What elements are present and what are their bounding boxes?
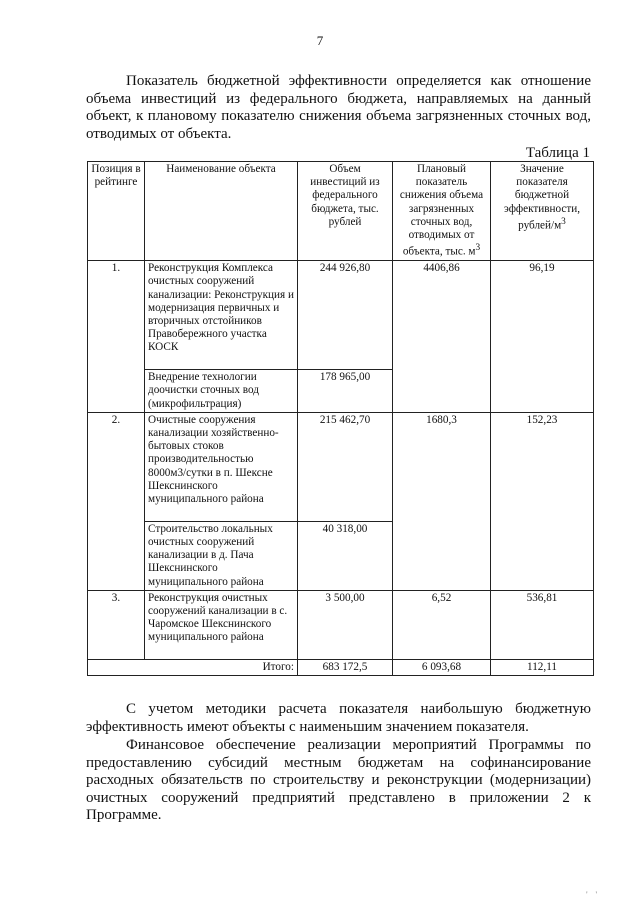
row-position: 3.	[88, 590, 145, 659]
table-header-row	[88, 162, 594, 261]
row-efficiency: 96,19	[491, 261, 594, 413]
row-name: Внедрение технологии доочистки сточных вод (микрофильтрация)	[145, 370, 298, 413]
row-name: Строительство локальных очистных сооружений канализации в д. Пача Шекснинского муниципального района	[145, 521, 298, 590]
row-investment: 178 965,00	[298, 370, 393, 413]
row-reduction: 4406,86	[393, 261, 491, 413]
efficiency-table	[87, 161, 594, 676]
row-position: 1.	[88, 261, 145, 413]
header-name: Наименование объекта	[145, 162, 298, 261]
header-reduction-text: Плановый показатель снижения объема загрязненных сточных вод, отводимых от объекта, тыс. м	[399, 163, 484, 258]
scan-mark: ' '	[586, 890, 600, 899]
header-position: Позиция в рейтинге	[88, 162, 145, 261]
conclusion-paragraph: С учетом методики расчета показателя наибольшую бюджетную эффективность имеют объекты с наименьшим значением показателя.	[86, 701, 591, 735]
row-reduction: 1680,3	[393, 412, 491, 590]
table-caption: Таблица 1	[525, 145, 590, 161]
row-name: Очистные сооружения канализации хозяйственно-бытовых стоков производительностью 8000м3/сутки в п. Шексне Шекснинского муниципального района	[145, 412, 298, 521]
row-efficiency: 536,81	[491, 590, 594, 659]
total-efficiency: 112,11	[491, 659, 594, 675]
header-investment: Объем инвестиций из федерального бюджета, тыс. рублей	[298, 162, 393, 261]
header-efficiency	[491, 162, 594, 261]
page-number: 7	[316, 33, 324, 48]
row-reduction: 6,52	[393, 590, 491, 659]
table-row	[88, 261, 594, 370]
header-efficiency-sup: 3	[561, 216, 566, 227]
table-row	[88, 590, 594, 659]
header-efficiency-text: Значение показателя бюджетной эффективности, рублей/м	[503, 163, 581, 232]
table-row	[88, 412, 594, 521]
row-investment: 40 318,00	[298, 521, 393, 590]
total-investment: 683 172,5	[298, 659, 393, 675]
row-investment: 215 462,70	[298, 412, 393, 521]
row-investment: 244 926,80	[298, 261, 393, 370]
header-reduction-sup: 3	[475, 243, 481, 254]
row-efficiency: 152,23	[491, 412, 594, 590]
row-name: Реконструкция очистных сооружений канализации в с. Чаромское Шекснинского муниципального района	[145, 590, 298, 659]
row-name: Реконструкция Комплекса очистных сооружений канализации: Реконструкция и модернизация первичных и вторичных отстойников Правобережного участка КОСК	[145, 261, 298, 370]
financing-paragraph: Финансовое обеспечение реализации мероприятий Программы по предоставлению субсидий местным бюджетам на софинансирование расходных обязательств по строительству и реконструкции (модернизации) очистных сооружений предприятий представлено в приложении 2 к Программе.	[86, 737, 591, 823]
intro-paragraph: Показатель бюджетной эффективности определяется как отношение объема инвестиций из федерального бюджета, направляемых на данный объект, к плановому показателю снижения объема загрязненных сточных вод, отводимых от объекта.	[86, 73, 591, 142]
total-row	[88, 659, 594, 675]
header-reduction	[393, 162, 491, 261]
total-reduction: 6 093,68	[393, 659, 491, 675]
total-label: Итого:	[88, 659, 298, 675]
row-position: 2.	[88, 412, 145, 590]
row-investment: 3 500,00	[298, 590, 393, 659]
